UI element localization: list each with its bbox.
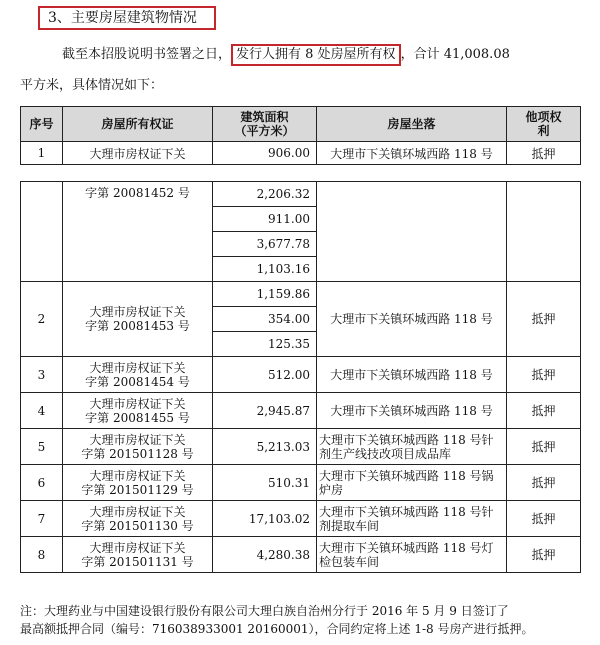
row3-cert: [63, 357, 213, 393]
table-row: [21, 182, 581, 207]
header-no: 序号: [21, 107, 63, 142]
row5-cert: [63, 429, 213, 465]
row5-location-line2: 剂生产线技改项目成品库: [319, 446, 452, 461]
row2-cert: [63, 282, 213, 357]
row6-location-line1: 大理市下关镇环城西路 118 号锅: [319, 468, 494, 483]
table-row: [21, 465, 581, 501]
row2-cert-line1: 大理市房权证下关: [89, 305, 186, 319]
cont-no: [21, 182, 63, 282]
section-heading: [38, 6, 216, 30]
header-area-line1: 建筑面积: [240, 110, 289, 124]
row2-location: 大理市下关镇环城西路 118 号: [317, 282, 507, 357]
row8-cert-line2: 字第 201501131 号: [81, 554, 194, 569]
row4-rights: 抵押: [507, 393, 581, 429]
row8-cert-line1: 大理市房权证下关: [89, 540, 186, 555]
header-cert: 房屋所有权证: [63, 107, 213, 142]
row5-location: [317, 429, 507, 465]
row8-rights: 抵押: [507, 537, 581, 573]
cont-rights: [507, 182, 581, 282]
header-rights: [507, 107, 581, 142]
row2-area-1: 1,159.86: [213, 282, 317, 307]
property-table-top: [20, 106, 581, 165]
intro-paragraph: [62, 44, 510, 66]
intro-line2: 平方米，具体情况如下：: [20, 78, 164, 93]
intro-highlight: 发行人拥有 8 处房屋所有权: [231, 44, 401, 66]
row5-cert-line1: 大理市房权证下关: [89, 432, 186, 447]
row4-cert-line2: 字第 20081455 号: [85, 410, 190, 425]
row1-cert: 大理市房权证下关: [63, 142, 213, 165]
row6-no: 6: [21, 465, 63, 501]
row1-rights: 抵押: [507, 142, 581, 165]
row8-area: 4,280.38: [213, 537, 317, 573]
row7-cert-line2: 字第 201501130 号: [81, 518, 194, 533]
row6-cert-line2: 字第 201501129 号: [81, 482, 194, 497]
row7-location-line2: 剂提取车间: [319, 518, 380, 533]
section-heading-text: 3、主要房屋建筑物情况: [48, 10, 197, 26]
property-table-bottom: [20, 181, 581, 573]
row2-cert-line2: 字第 20081453 号: [85, 319, 190, 333]
cont-location: [317, 182, 507, 282]
row3-cert-line2: 字第 20081454 号: [85, 374, 190, 389]
row2-area-2: 354.00: [213, 307, 317, 332]
cont-area-3: 3,677.78: [213, 232, 317, 257]
row8-cert: [63, 537, 213, 573]
row4-location: 大理市下关镇环城西路 118 号: [317, 393, 507, 429]
footnote: [20, 602, 585, 638]
table-row: [21, 429, 581, 465]
table-row: [21, 282, 581, 307]
header-area-line2: （平方米）: [234, 124, 295, 138]
cont-area-2: 911.00: [213, 207, 317, 232]
row3-location: 大理市下关镇环城西路 118 号: [317, 357, 507, 393]
table-row: [21, 537, 581, 573]
row1-location: 大理市下关镇环城西路 118 号: [317, 142, 507, 165]
row3-rights: 抵押: [507, 357, 581, 393]
row2-area-3: 125.35: [213, 332, 317, 357]
row6-location: [317, 465, 507, 501]
cont-area-4: 1,103.16: [213, 257, 317, 282]
row6-area: 510.31: [213, 465, 317, 501]
row7-no: 7: [21, 501, 63, 537]
row8-no: 8: [21, 537, 63, 573]
table-row: [21, 142, 581, 165]
row5-area: 5,213.03: [213, 429, 317, 465]
footnote-line2: 最高额抵押合同（编号：716038933001 20160001），合同约定将上述 1-8 号房产进行抵押。: [20, 622, 534, 636]
row3-cert-line1: 大理市房权证下关: [89, 360, 186, 375]
table-row: [21, 357, 581, 393]
cont-area-1: 2,206.32: [213, 182, 317, 207]
row6-cert: [63, 465, 213, 501]
row5-rights: 抵押: [507, 429, 581, 465]
header-area: [213, 107, 317, 142]
row7-location: [317, 501, 507, 537]
intro-text-after: ，合计 41,008.08: [400, 47, 510, 62]
row7-cert-line1: 大理市房权证下关: [89, 504, 186, 519]
row2-rights: 抵押: [507, 282, 581, 357]
row5-location-line1: 大理市下关镇环城西路 118 号针: [319, 432, 494, 447]
row3-area: 512.00: [213, 357, 317, 393]
row8-location: [317, 537, 507, 573]
row6-cert-line1: 大理市房权证下关: [89, 468, 186, 483]
cont-cert: 字第 20081452 号: [63, 182, 213, 282]
header-location: 房屋坐落: [317, 107, 507, 142]
row7-location-line1: 大理市下关镇环城西路 118 号针: [319, 504, 494, 519]
header-rights-line1: 他项权: [525, 110, 562, 124]
row2-no: 2: [21, 282, 63, 357]
header-rights-line2: 利: [537, 124, 550, 138]
row6-location-line2: 炉房: [319, 482, 344, 497]
table-row: [21, 501, 581, 537]
row4-no: 4: [21, 393, 63, 429]
table-header-row: [21, 107, 581, 142]
row3-no: 3: [21, 357, 63, 393]
row5-cert-line2: 字第 201501128 号: [81, 446, 194, 461]
row7-cert: [63, 501, 213, 537]
row1-area: 906.00: [213, 142, 317, 165]
intro-text-before: 截至本招股说明书签署之日，: [62, 47, 232, 62]
row7-area: 17,103.02: [213, 501, 317, 537]
row8-location-line1: 大理市下关镇环城西路 118 号灯: [319, 540, 494, 555]
row4-cert-line1: 大理市房权证下关: [89, 396, 186, 411]
row5-no: 5: [21, 429, 63, 465]
row7-rights: 抵押: [507, 501, 581, 537]
row4-area: 2,945.87: [213, 393, 317, 429]
row4-cert: [63, 393, 213, 429]
footnote-line1: 注：大理药业与中国建设银行股份有限公司大理白族自治州分行于 2016 年 5 月 9 日签订了: [20, 604, 509, 618]
row1-no: 1: [21, 142, 63, 165]
row6-rights: 抵押: [507, 465, 581, 501]
table-row: [21, 393, 581, 429]
row8-location-line2: 检包装车间: [319, 554, 380, 569]
